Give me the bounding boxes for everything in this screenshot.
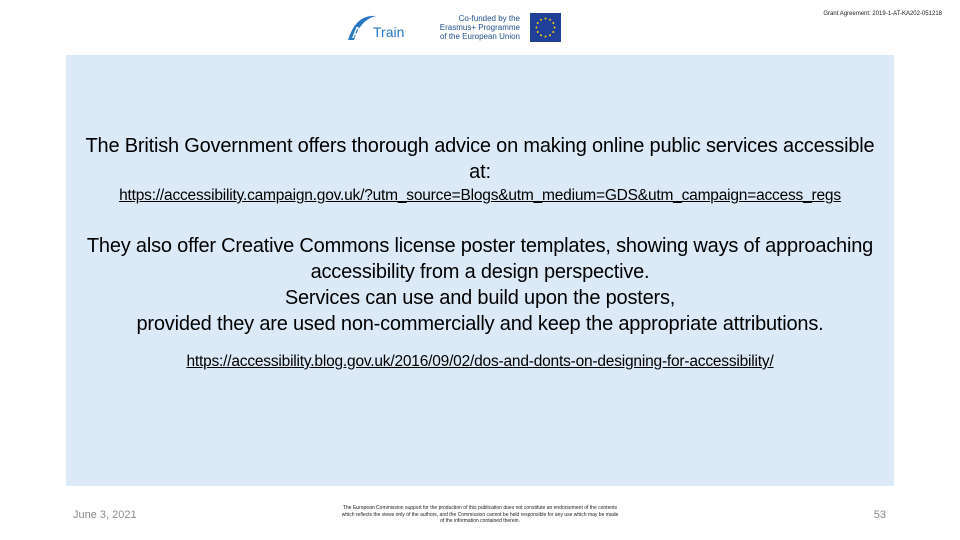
paragraph-2-line-1: They also offer Creative Commons license poster templates, showing ways of approaching — [86, 235, 874, 257]
paragraph-1-line-1: The British Government offers thorough advice on making online public services accessible — [85, 135, 875, 157]
eu-star-icon — [545, 36, 547, 38]
paragraph-2-line-2: accessibility from a design perspective. — [310, 261, 650, 283]
content-panel — [66, 55, 894, 486]
disclaimer-line: The European Commission support for the production of this publication does not constitute an endorsement of the contents — [342, 505, 618, 511]
eu-star-icon — [540, 34, 542, 36]
paragraph-2-line-3: Services can use and build upon the posters, — [284, 287, 676, 309]
eu-star-icon — [537, 22, 539, 24]
grant-agreement: Grant Agreement: 2019-1-AT-KA202-051218 — [823, 11, 942, 17]
eu-flag-icon — [530, 13, 561, 42]
eu-star-icon — [545, 18, 547, 20]
page-number: 53 — [873, 509, 886, 521]
eu-star-icon — [536, 27, 538, 29]
campaign-link[interactable]: https://accessibility.campaign.gov.uk/?utm_source=Blogs&utm_medium=GDS&utm_campaign=access_regs — [119, 187, 841, 204]
blog-link[interactable]: https://accessibility.blog.gov.uk/2016/09/02/dos-and-donts-on-designing-for-accessibility/ — [186, 353, 774, 370]
disclaimer-line: which reflects the views only of the authors, and the Commission cannot be held responsible for any use which may be made — [341, 511, 619, 518]
paragraph-1-line-2: at: — [469, 161, 491, 183]
logo-au-text: Au — [352, 25, 372, 42]
eu-star-icon — [554, 27, 556, 29]
footer-disclaimer — [320, 505, 640, 525]
cofunded-line: of the European Union — [439, 32, 520, 41]
logo-train-text: Train — [373, 24, 405, 40]
eu-star-icon — [549, 34, 551, 36]
paragraph-2-line-4: provided they are used non-commercially and keep the appropriate attributions. — [136, 313, 824, 335]
content-text — [66, 133, 894, 373]
spacer — [66, 207, 894, 233]
cofunded-text — [420, 14, 520, 41]
cofunded-line: Co-funded by the — [458, 14, 520, 23]
eu-star-icon — [552, 22, 554, 24]
spacer — [66, 337, 894, 351]
eu-star-icon — [540, 19, 542, 21]
eu-star-icon — [537, 31, 539, 33]
eu-star-icon — [552, 31, 554, 33]
eu-star-icon — [549, 19, 551, 21]
slide-header — [0, 0, 960, 50]
disclaimer-line: of the information contained therein. — [440, 518, 520, 524]
footer-date: June 3, 2021 — [73, 509, 137, 521]
autrain-logo — [346, 10, 414, 46]
cofunded-line: Erasmus+ Programme — [439, 23, 520, 32]
